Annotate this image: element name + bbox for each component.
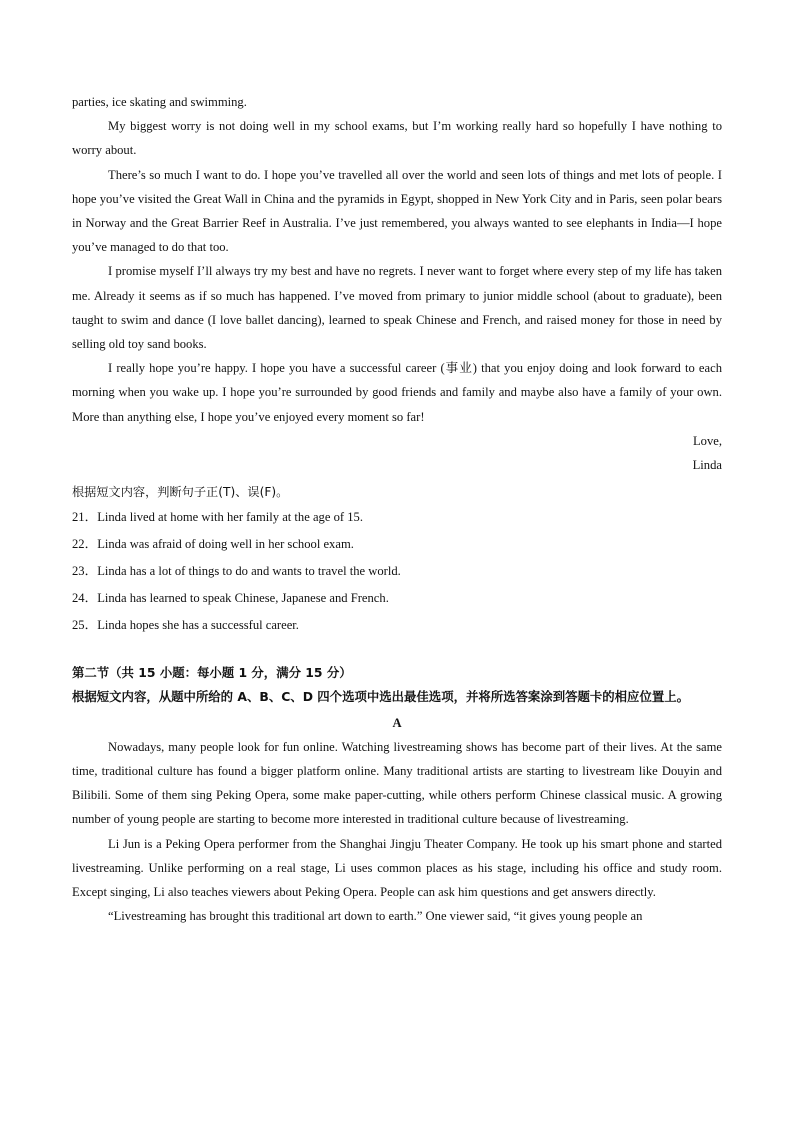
question-number: 23． — [72, 563, 98, 578]
letter-paragraph-4: I promise myself I’ll always try my best and have no regrets. I never want to forget where every step of my life has taken me. Already it seems as if so much has happened. I’ve moved from primary to junior middle school (about to graduate), been taught to swim and dance (I love ballet dancing), learned to speak Chinese and French, and raised money for those in need by selling old toy sand books. — [72, 264, 722, 352]
question-number: 25． — [72, 617, 98, 632]
question-item — [72, 504, 722, 531]
question-text: Linda was afraid of doing well in her school exam. — [97, 536, 354, 551]
tf-instruction: 根据短文内容，判断句子正(T)、误(F)。 — [72, 484, 289, 499]
passage-a-title: A — [392, 715, 402, 730]
letter-signature: Linda — [692, 457, 722, 472]
passage-a-paragraph-1: Nowadays, many people look for fun online. Watching livestreaming shows has become part of their lives. At the same time, traditional culture has found a bigger platform online. Many traditional artists are starting to livestream like Douyin and Bilibili. Some of them sing Peking Opera, some make paper-cutting, while others perform Chinese classical music. A growing number of young people are starting to become more interested in traditional culture because of livestreaming. — [72, 739, 722, 827]
question-text: Linda has a lot of things to do and wants to travel the world. — [97, 563, 401, 578]
section-2-instruction: 根据短文内容，从题中所给的 A、B、C、D 四个选项中选出最佳选项，并将所选答案涂到答题卡的相应位置上。 — [72, 688, 690, 704]
passage-a-paragraph-2: Li Jun is a Peking Opera performer from the Shanghai Jingju Theater Company. He took up his smart phone and started livestreaming. Unlike performing on a real stage, Li uses common places as his stage, including his office and study room. Except singing, Li also teaches viewers about Peking Opera. People can ask him questions and get answers directly. — [72, 836, 722, 900]
question-text: Linda has learned to speak Chinese, Japanese and French. — [97, 590, 389, 605]
page-content — [72, 90, 722, 928]
question-item — [72, 531, 722, 558]
letter-paragraph-5: I really hope you’re happy. I hope you have a successful career (事业) that you enjoy doing and look forward to each morning when you wake up. I hope you’re surrounded by good friends and family and maybe also have a family of your own. More than anything else, I hope you’ve enjoyed every moment so far! — [72, 361, 722, 424]
tf-question-list — [72, 504, 722, 639]
question-item — [72, 585, 722, 612]
section-2-heading: 第二节（共 15 小题：每小题 1 分，满分 15 分） — [72, 664, 352, 680]
question-text: Linda hopes she has a successful career. — [97, 617, 299, 632]
letter-paragraph-2: My biggest worry is not doing well in my school exams, but I’m working really hard so hopefully I have nothing to worry about. — [72, 119, 722, 158]
letter-paragraph-1: parties, ice skating and swimming. — [72, 95, 247, 109]
question-item — [72, 558, 722, 585]
question-text: Linda lived at home with her family at the age of 15. — [97, 509, 363, 524]
question-number: 21． — [72, 509, 98, 524]
letter-paragraph-3: There’s so much I want to do. I hope you’ve travelled all over the world and seen lots of things and met lots of people. I hope you’ve visited the Great Wall in China and the pyramids in Egypt, shopped in New York City and in Paris, seen polar bears in Norway and the Great Barrier Reef in Australia. I’ve just remembered, you always wanted to see elephants in India—I hope you’ve managed to do that too. — [72, 167, 722, 255]
letter-closing: Love, — [692, 433, 722, 448]
question-number: 24． — [72, 590, 98, 605]
question-item — [72, 612, 722, 639]
passage-a-paragraph-3: “Livestreaming has brought this traditional art down to earth.” One viewer said, “it gives young people an — [108, 909, 643, 924]
question-number: 22． — [72, 536, 98, 551]
